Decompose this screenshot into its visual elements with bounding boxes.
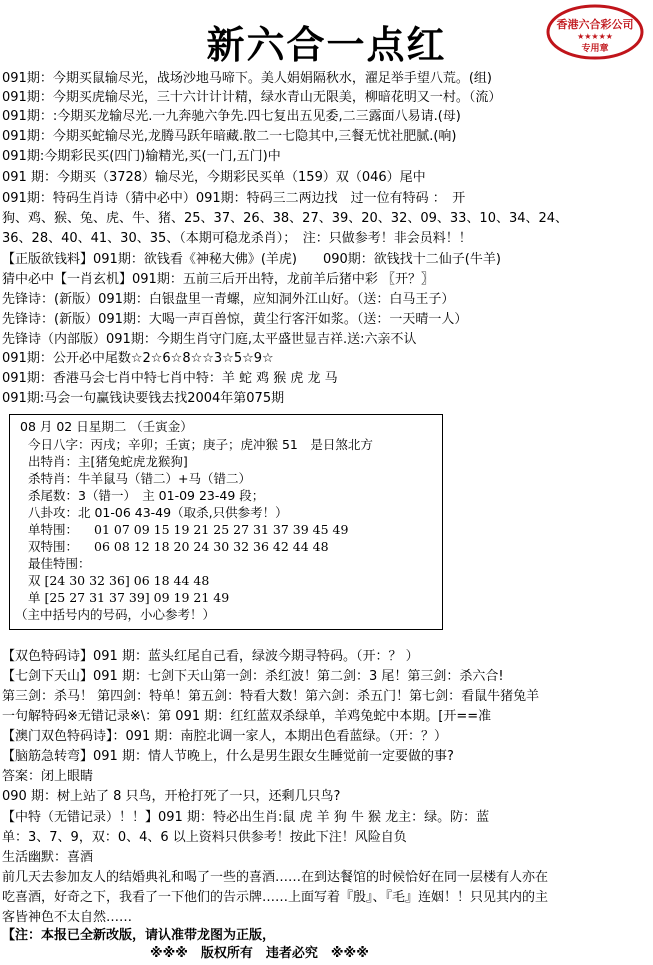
text-line: 客皆神色不太自然…… [2,910,133,925]
box-shate: 杀特肖：牛羊鼠马（错二）+马（错二） [28,471,251,486]
text-line: 先锋诗：(新版）091期：大喝一声百兽惊，黄尘行客汗如浆。（送：一天晴一人） [2,312,468,327]
svg-text:★★★★★: ★★★★★ [577,32,613,41]
stamp-text: 香港六合彩公司 [556,18,634,31]
box-bazi: 今日八字：丙戌；辛卯；壬寅；庚子；虎冲猴 51 是日煞北方 [28,437,373,452]
text-line: 【中特（无错记录）！！】091 期：特必出生肖:鼠 虎 羊 狗 牛 猴 龙主：绿。防：蓝 [2,810,490,825]
text-line: 091期：今期买鼠输尽光，战场沙地马啼下。美人娟娟隔秋水，濯足举手望八荒。(组) [2,71,492,86]
footer-copyright: ※※※ 版权所有 违者必究 ※※※ [150,946,369,961]
text-line: 091期：今期买虎输尽光，三十六计计计精，绿水青山无限美，柳暗花明又一村。（流） [2,90,502,105]
text-line: 091期：今期买蛇输尽光,龙腾马跃年暗藏.散二一七隐其中,三餐无忧社肥腻.(响) [2,129,457,144]
stamp-seal [546,4,644,60]
text-line: 先锋诗：(新版）091期：白银盘里一青螺，应知洞外江山好。（送：白马王子） [2,292,455,307]
text-line: 【澳门双色特码诗】：091 期：南腔北调一家人，本期出色看蓝绿。（开：？） [2,729,447,744]
text-line: 36、28、40、41、30、35、（本期可稳龙杀肖）； 注：只做参考！非会员料！！ [2,231,472,246]
text-line: 生活幽默：喜酒 [2,850,94,865]
box-shuangte-label: 双特围： [28,539,79,554]
text-line: 【七剑下天山】091 期：七剑下天山第一剑：杀红波！第二剑：3 尾！第三剑：杀六合! [2,669,504,684]
stamp-subtext: 专用章 [581,44,609,54]
box-dante-label: 单特围： [28,522,79,537]
text-line: 答案：闭上眼睛 [2,769,94,784]
box-shuang: 双 [24 30 32 36] 06 18 44 48 [28,573,210,588]
text-line: 一句解特码※无错记录※\：第 091 期：红红蓝双杀绿单，羊鸡兔蛇中本期。[开==准 [2,709,492,724]
box-date: 08 月 02 日星期二 （壬寅金） [20,419,193,434]
box-best-label: 最佳特围： [28,556,91,571]
box-dante: 01 07 09 15 19 21 25 27 31 37 39 45 49 [94,522,349,537]
text-line: 狗、鸡、猴、兔、虎、牛、猪、25、37、26、38、27、39、20、32、09、33、10、34、24、 [2,211,569,226]
prediction-box [9,414,443,630]
text-line: 091期:马会一句赢钱诀要钱去找2004年第075期 [2,391,285,406]
text-line: 091期：:今期买龙输尽光.一九奔驰六争先.四七复出五见委,二三露面八易请.(母) [2,109,461,124]
box-bagua: 八卦攻：北 01-06 43-49（取杀,只供参考！） [28,505,288,520]
footer-notice: 【注：本报已全新改版，请认准带龙图为正版， [2,928,276,943]
text-line: 前几天去参加友人的结婚典礼和喝了一些的喜酒……在到达餐馆的时候恰好在同一层楼有人亦在 [2,870,549,885]
text-line: 单：3、7、9，双：0、4、6 以上资料只供参考！按此下注！风险自负 [2,830,407,845]
text-line: 091 期：今期买（3728）输尽光，今期彩民买单（159）双（046）尾中 [2,170,426,185]
text-line: 猜中必中【一肖玄机】091期：五前三后开出特，龙前羊后猪中彩 〖开？〗 [2,272,434,287]
text-line: 【双色特码诗】091 期：蓝头红尾自己看，绿波今期寻特码。（开：？ ） [2,649,419,664]
text-line: 【脑筋急转弯】091 期：情人节晚上，什么是男生跟女生睡觉前一定要做的事? [2,749,454,764]
box-shuangte: 06 08 12 18 20 24 30 32 36 42 44 48 [94,539,329,554]
text-line: 第三剑：杀马！ 第四剑：特单！第五剑：特看大数！第六剑：杀五门！第七剑：看鼠牛猪兔羊 [2,689,540,704]
text-line: 091期:今期彩民买(四门)输精光,买(一门,五门)中 [2,149,281,164]
box-note: （主中括号内的号码，小心参考！） [15,607,216,622]
text-line: 091期：公开必中尾数☆2☆6☆8☆☆3☆5☆9☆ [2,351,274,366]
text-line: 091期：特码生肖诗（猜中必中）091期：特码三二两边找 过一位有特码 ： 开 [2,191,466,206]
text-line: 先锋诗（内部版）091期：今期生肖守门庭,太平盛世显吉祥.送:六亲不认 [2,332,417,347]
box-dan: 单 [25 27 31 37 39] 09 19 21 49 [28,590,230,605]
text-line: 090 期：树上站了 8 只鸟，开枪打死了一只，还剩几只鸟? [2,789,341,804]
text-line: 吃喜酒，好奇之下，我看了一下他们的告示牌……上面写着『殷』、『毛』连姻！！只见其内的主 [2,890,549,905]
page-title: 新六合一点红 [206,22,447,67]
text-line: 【正版欲钱料】091期：欲钱看《神秘大佛》(羊虎) 090期：欲钱找十二仙子(牛羊) [2,252,501,267]
box-shawei: 杀尾数：3（错一） 主 01-09 23-49 段； [28,488,265,503]
text-line: 091期：香港马会七肖中特七肖中特：羊 蛇 鸡 猴 虎 龙 马 [2,371,338,386]
box-chute: 出特肖：主[猪兔蛇虎龙猴狗] [28,454,188,469]
